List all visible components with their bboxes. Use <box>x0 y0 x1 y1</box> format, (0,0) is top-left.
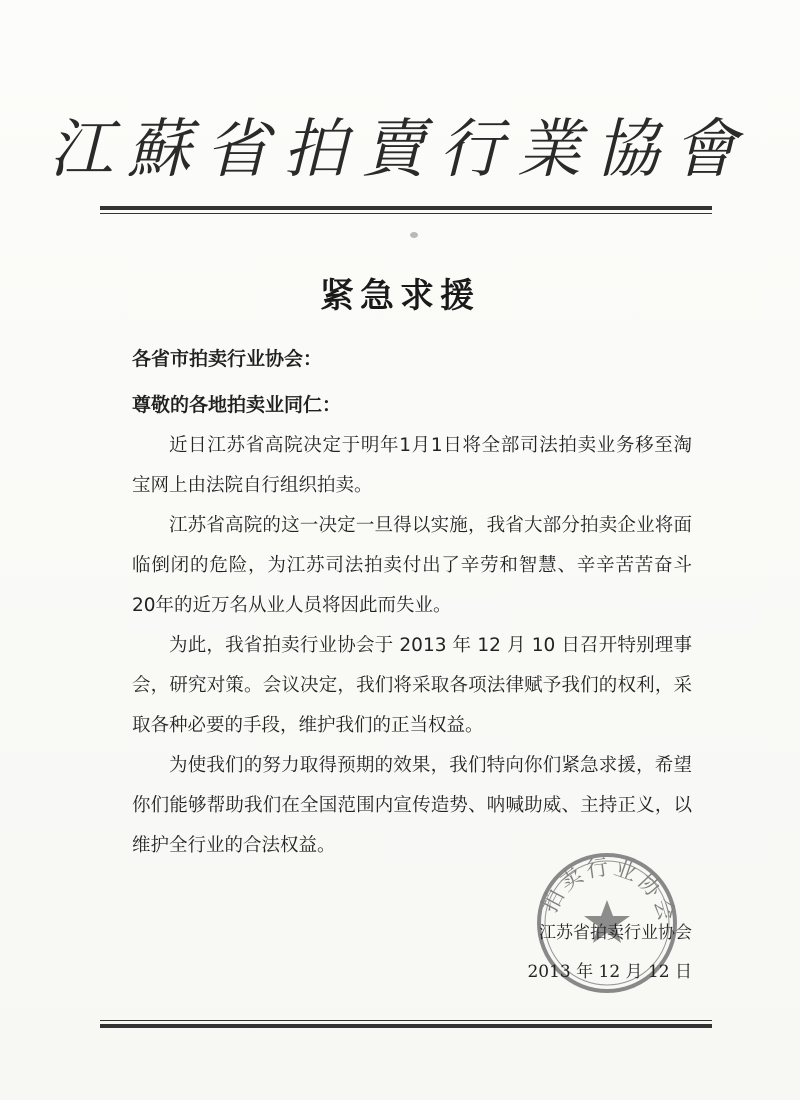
letterhead-rule-thick <box>100 206 712 210</box>
salutation-colleagues: 尊敬的各地拍卖业同仁： <box>132 394 342 416</box>
print-smudge <box>410 232 418 238</box>
footer-rule-thick <box>100 1024 712 1028</box>
letterhead-rule-thin <box>100 213 712 214</box>
signature-organization: 江苏省拍卖行业协会 <box>539 923 692 943</box>
signature-date: 2013 年 12 月 12 日 <box>527 962 692 982</box>
seal-text: 拍卖行业协会 <box>537 854 680 927</box>
document-body <box>132 426 692 866</box>
body-paragraph-2: 江苏省高院的这一决定一旦得以实施，我省大部分拍卖企业将面临倒闭的危险，为江苏司法拍卖付出了辛劳和智慧、辛辛苦苦奋斗20年的近万名从业人员将因此而失业。 <box>132 515 692 616</box>
letterhead-org-name: 江蘇省拍賣行業協會 <box>49 113 751 187</box>
document-title: 紧急求援 <box>320 276 480 316</box>
body-paragraph-1: 近日江苏省高院决定于明年1月1日将全部司法拍卖业务移至淘宝网上由法院自行组织拍卖。 <box>132 435 692 496</box>
salutation-associations: 各省市拍卖行业协会： <box>132 348 323 370</box>
body-paragraph-4: 为使我们的努力取得预期的效果，我们特向你们紧急求援，希望你们能够帮助我们在全国范围内宣传造势、呐喊助威、主持正义，以维护全行业的合法权益。 <box>132 755 692 856</box>
body-paragraph-3: 为此，我省拍卖行业协会于 2013 年 12 月 10 日召开特别理事会，研究对策。会议决定，我们将采取各项法律赋予我们的权利，采取各种必要的手段，维护我们的正当权益。 <box>132 635 692 736</box>
footer-rule-thin <box>100 1020 712 1021</box>
